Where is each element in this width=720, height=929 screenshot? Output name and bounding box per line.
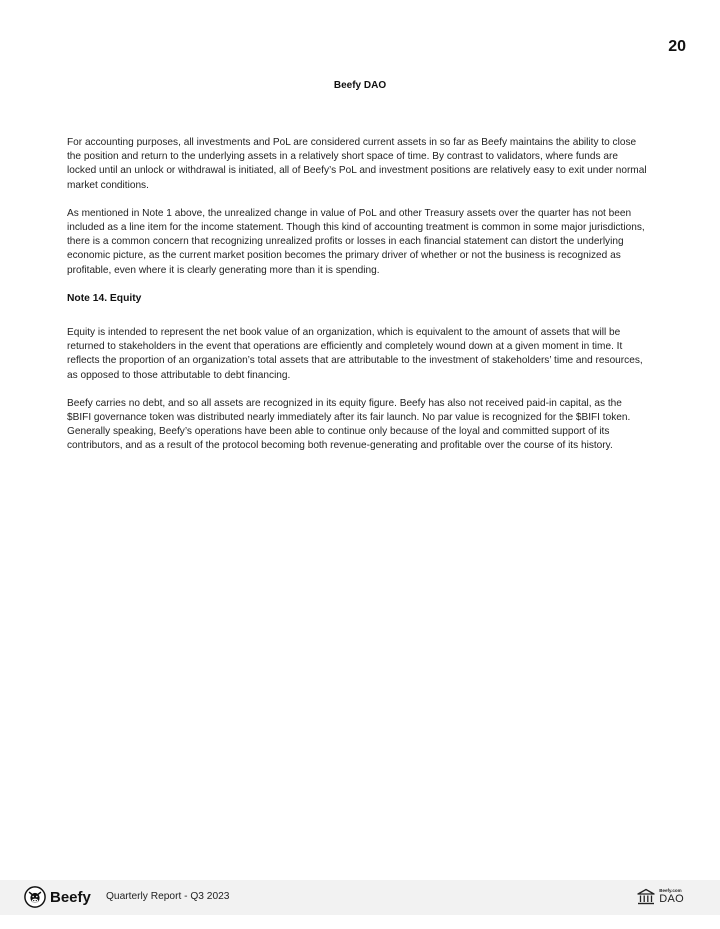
footer-dao-site: Beefy.com bbox=[659, 888, 682, 894]
beefy-cow-icon bbox=[24, 886, 46, 908]
footer-dao-logo bbox=[636, 886, 684, 908]
footer-brand-name: Beefy bbox=[50, 888, 91, 906]
footer-logo bbox=[24, 885, 91, 909]
paragraph-equity-definition: Equity is intended to represent the net book value of an organization, which is equivalent to the amount of assets that will be returned to stakeholders in the event that operations are efficiently and completely wound down at a given moment in time. It reflects the proportion of an organization’s total assets that are attributable to the investment of stakeholders’ time and resources, as opposed to those attributable to debt financing. bbox=[67, 327, 643, 381]
document-body bbox=[67, 136, 647, 468]
page-number: 20 bbox=[668, 38, 686, 55]
paragraph-pol-current-assets: For accounting purposes, all investments and PoL are considered current assets in so far as Beefy maintains the ability to close the position and return to the underlying assets in a relatively short space of time. By contrast to validators, where funds are locked until an unlock or withdrawal is initiated, all of Beefy’s PoL and investment positions are relatively easy to exit under normal market conditions. bbox=[67, 137, 647, 191]
footer-report-title: Quarterly Report - Q3 2023 bbox=[106, 891, 230, 902]
paragraph-no-debt: Beefy carries no debt, and so all assets are recognized in its equity figure. Beefy has also not received paid-in capital, as the $BIFI governance token was distributed nearly immediately after its fair launch. No par value is recognized for the $BIFI token. Generally speaking, Beefy’s operations have been able to continue only because of the loyal and committed support of its contributors, and as a result of the protocol becoming both revenue-generating and profitable over the course of its history. bbox=[67, 397, 631, 452]
page-footer bbox=[0, 880, 720, 915]
paragraph-unrealized-change: As mentioned in Note 1 above, the unrealized change in value of PoL and other Treasury assets over the quarter has not been included as a line item for the income statement. Though this kind of accounting treatment is common in some major jurisdictions, there is a common concern that recognizing unrealized profits or losses in each financial statement can distort the underlying economic picture, as the current market position becomes the primary driver of whether or not the business is recognized as profitable, even where it is clearly generating more than it is spending. bbox=[67, 207, 645, 276]
bank-building-icon bbox=[636, 887, 656, 907]
section-heading-equity: Note 14. Equity bbox=[67, 292, 142, 304]
footer-dao-label: DAO bbox=[659, 892, 684, 905]
document-header: Beefy DAO bbox=[333, 80, 387, 91]
